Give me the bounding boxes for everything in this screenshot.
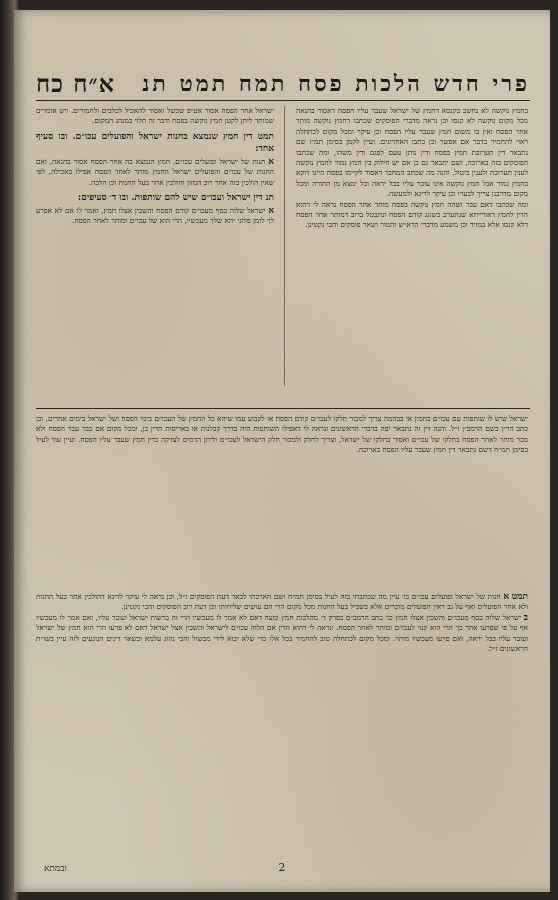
section-title: דין חמץ שנמצא בחנות ישראל והפועלים עכו״ם. ובו סעיף אחד: xyxy=(36,131,274,154)
section-heading-tan xyxy=(36,192,274,204)
paragraph-letter: א xyxy=(503,592,510,602)
commentary-paragraph: ישראל שיש לו שותפות עם עכו״ם בחמץ או בבהמה צריך למכור חלקו לעכו״ם קודם הפסח או לקבוע עמו שיהא כל החמץ של העכו״ם בימי הפסח ושל ישראל בימים אחרים, וכן כתב הר״ן בשם הרמב״ן ז״ל. והנה דין זה נתבאר יפה בדברי הראשונים ונראה לי דאפילו השותפות היה בדרך קבלנות או באריסות הדין כן, ומכל מקום אם כבר עבר הפסח ולא מכר מותר לאחר הפסח בחלקו של עכו״ם ואסור בחלקו של ישראל, וצריך לחלק ולמכור חלק הישראל לעכו״ם וליתן הדמים לצדקה כדין חמץ שעבר עליו הפסח. ועיין עוד לעיל בסימן תמ״ח דשם נתבאר דין חמץ שעבר עליו הפסח בארוכה. xyxy=(36,414,528,455)
section-number: תנ xyxy=(265,193,274,204)
header-title: פרי חדש הלכות פסח תמח תמט תנ xyxy=(142,71,530,97)
section-title: דין ישראל ועכו״ם שיש להם שותפות. ובו ד׳ סעיפים: xyxy=(77,193,263,204)
left-column-intro: ישראל אחר הפסח אסור אע״פ שכשל ואסור להאכיל לכלבים ולחמורים. ויש אומרים שמותר ליתן לקטן חמץ נוקשה בפסח ודבר זה תלוי במנהג המקום. xyxy=(36,106,274,126)
paragraph-letter: ב xyxy=(523,612,528,623)
header-rule xyxy=(36,100,530,101)
paragraph-letter: א xyxy=(268,156,274,167)
left-column-main-text xyxy=(36,106,274,406)
paragraph-text: חנות של ישראל ופועלים עכו״ם. חמץ הנמצא בה אחר הפסח אסור בהנאה, ואם החנות של עכו״ם והפועלים ישראל החמץ מותר לאחר הפסח אפילו באכילה, לפי שאין הולכין בזה אחר רוב המזון והולכין אחר בעל החנות וכן הלכה. xyxy=(36,156,274,187)
catchword: ובמתא xyxy=(44,864,67,874)
right-column-paragraph: ומה שכתבו דאם עבר ושהה חמץ נוקשה בפסח מותר אחר הפסח נראה לי דהוא הדין לחמץ דאורייתא שנתערב בשוגג קודם הפסח ונתבטל ברוב דמותר אחר הפסח דלא קנסו אלא במזיד וכן משמע מדברי הרא״ש והטור ושאר פוסקים והכי נקטינן. xyxy=(296,199,528,230)
column-divider xyxy=(284,106,285,386)
section-number: תמט xyxy=(257,131,274,142)
paragraph-text: חנות של ישראל ופועלים עכו״ם כו׳ עיין מה שכתבתי בזה לעיל בסימן תמ״ח ושם הארכתי לבאר דעת הפוסקים ז״ל, וכן נראה לי עיקר לדינא דהולכין אחר בעל החנות ולא אחר הפועלים ואף על גב דאין הפועלים מוכרים אלא בשביל בעל החנות מכל מקום הרי הם עושים שליחותו וכן דעת רוב הפוסקים והכי נקטינן. xyxy=(36,592,528,612)
paragraph-letter: א xyxy=(268,206,274,217)
header-leaf-number: א״ח כח xyxy=(36,69,116,98)
commentary-paragraph xyxy=(36,592,528,613)
column-end-rule xyxy=(36,408,530,409)
full-width-commentary-1 xyxy=(36,414,528,586)
commentary-paragraph xyxy=(36,613,528,655)
section-paragraph xyxy=(36,206,274,227)
page-number: 2 xyxy=(278,861,286,874)
running-header xyxy=(36,70,530,98)
section-number: תמט xyxy=(511,592,528,602)
right-column-commentary xyxy=(296,106,528,406)
section-paragraph xyxy=(36,157,274,188)
paragraph-text: ישראל שלוה כסף מעכו״ם והשכין אצלו חמץ כו׳ כתב הרמב״ם בפרק ד׳ מהלכות חמץ ומצה דאם לא אמר לו מעכשיו הרי זה ברשות ישראל ועובר עליו, ואם אמר לו מעכשיו אף על פי שפרעו אחר כך הרי הוא קנוי לעכו״ם ומותר לאחר הפסח. ונראה לי דהוא הדין אם הלוה עכו״ם לישראל והשכין אצל ישראל דאם לא פרעו הרי הוא חמץ של ישראל ועובר עליו בבל יראה, ואם פרעו מעכשיו מותר. ומכל מקום לכתחלה טוב להחמיר בכל אלו כדי שלא יבוא לידי מכשול והכי נהוג עלמא ובשאר דינים הנוגעים לזה עיין בשו״ת הראשונים ז״ל. xyxy=(36,612,528,654)
full-width-commentary-2 xyxy=(36,592,528,860)
section-heading-tamat xyxy=(36,131,274,155)
book-page xyxy=(14,10,550,892)
paragraph-text: ישראל שלוה כסף מעכו״ם קודם הפסח והשכין אצלו חמץ, ואמר לו אם לא אפרע לך לזמן פלוני יהא שלך מעכשיו, הרי הוא של עכו״ם ומותר לאחר הפסח. xyxy=(36,206,274,226)
right-column-paragraph: בחמץ נוקשה לא נחשב בקנסא דחמץ של ישראל שעבר עליו הפסח דאסור בהנאה מכל מקום נוקשה לא קנסו וכן נראה מדברי הפוסקים שכתבו דחמץ נוקשה מותר אחר הפסח ואין בו משום חמץ שעבר עליו הפסח וכן עיקר ומכל מקום לכתחלה ראוי להחמיר בדבר אם אפשר וכן כתבו האחרונים. ועיין לקמן בסימן תמ״ז שם נתבאר דין תערובת חמץ בפסח ודין נותן טעם לפגם ודין משהו, ומה שכתבו הפוסקים בזה בארוכה, ושם יתבאר גם כן אם יש חילוק בין חמץ גמור לחמץ נוקשה לענין תערובת ולענין ביטול. והנה מה שכתב המחבר דאסור לקיימו בפסח היינו דוקא בחמץ גמור אבל חמץ נוקשה אינו עובר עליו בבל יראה ובל ימצא מן התורה ומכל מקום מדרבנן צריך לבערו וכן עיקר לדינא ולמעשה. xyxy=(296,106,528,199)
